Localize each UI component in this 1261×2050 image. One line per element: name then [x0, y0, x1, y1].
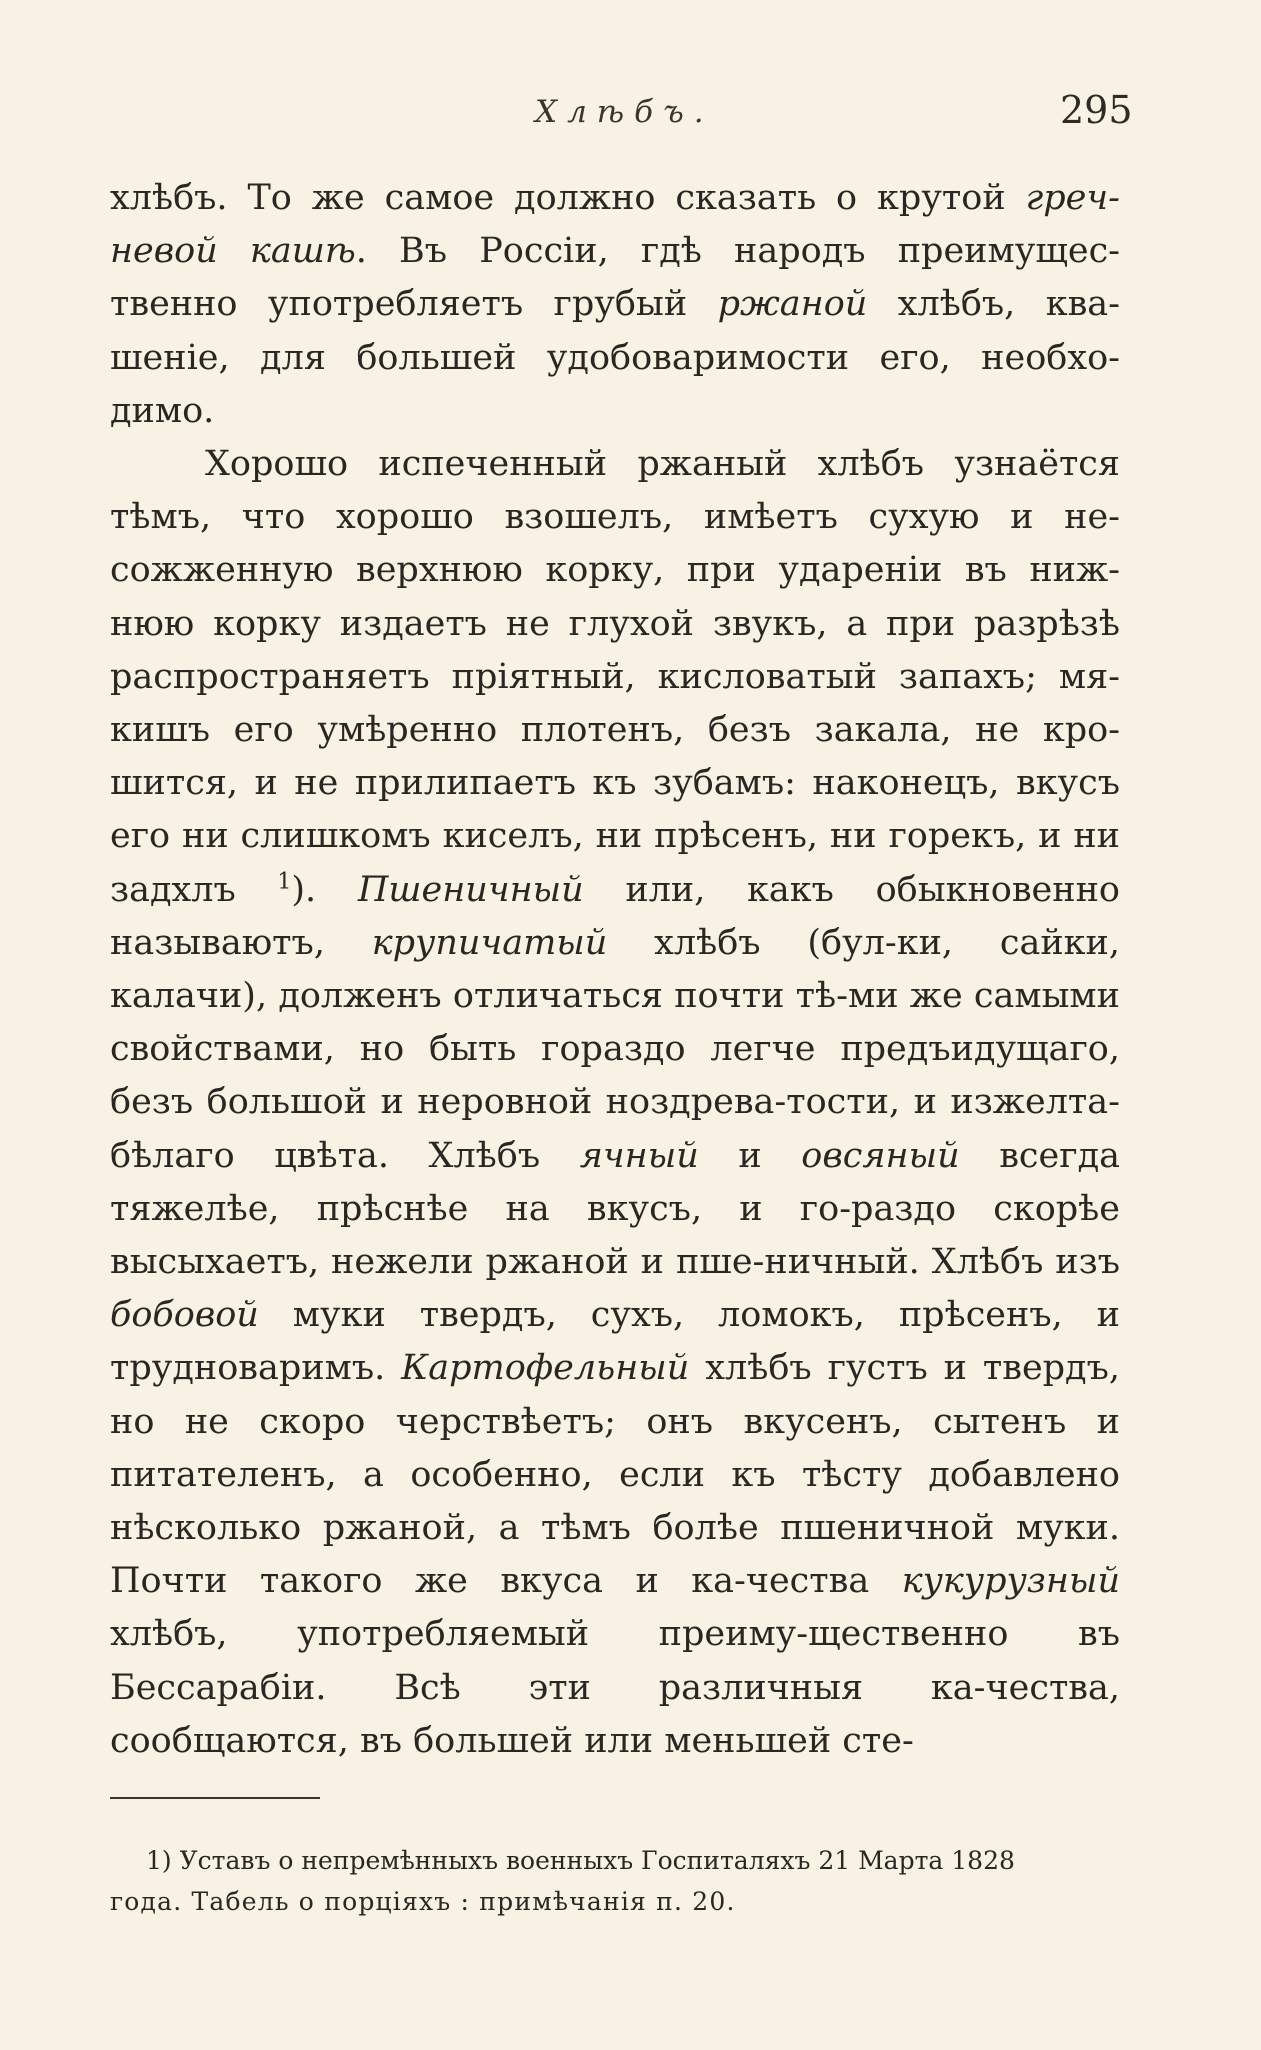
- footnote-line-2: года. Табель о порціяхъ : примѣчанія п. 20.: [110, 1887, 736, 1916]
- italic-term: овсяный: [801, 1135, 960, 1176]
- italic-term: греч-невой кашѣ: [110, 178, 1120, 272]
- italic-term: ячный: [579, 1135, 699, 1176]
- running-head: [0, 88, 1261, 148]
- italic-term: Картофельный: [401, 1348, 690, 1389]
- italic-term: крупичатый: [371, 922, 608, 963]
- italic-term: бобовой: [110, 1295, 259, 1336]
- paragraph-1: хлѣбъ. То же самое должно сказать о крутой греч-невой кашѣ. Въ Россіи, гдѣ народъ преимущес-твенно употребляетъ грубый ржаной хлѣбъ, ква-шеніе, для большей удобоваримости его, необхо-димо.: [110, 178, 1121, 431]
- body-text: [110, 172, 1120, 1768]
- italic-term: Пшеничный: [357, 869, 584, 910]
- running-title: Хлѣбъ.: [535, 94, 714, 130]
- footnote: [110, 1840, 1120, 1922]
- footnote-divider: [110, 1797, 320, 1799]
- footnote-line-1: 1) Уставъ о непремѣнныхъ военныхъ Госпиталяхъ 21 Марта 1828: [146, 1846, 1015, 1875]
- footnote-reference[interactable]: 1: [277, 868, 292, 894]
- italic-term: ржаной: [717, 284, 868, 325]
- italic-term: кукурузный: [901, 1561, 1120, 1602]
- paragraph-2: Хорошо испеченный ржаный хлѣбъ узнаётся тѣмъ, что хорошо взошелъ, имѣетъ сухую и не-сожженную верхнюю корку, при удареніи въ ниж-нюю корку издаетъ не глухой звукъ, а при разрѣзѣ распространяетъ пріятный, кисловатый запахъ; мя-кишъ его умѣренно плотенъ, безъ закала, не кро-шится, и не прилипаетъ къ зубамъ: наконецъ, вкусъ его ни слишкомъ киселъ, ни прѣсенъ, ни горекъ, и ни задхлъ $^1$). Пшеничный или, какъ обыкновенно называютъ, крупичатый хлѣбъ (бул-ки, сайки, калачи), долженъ отличаться почти тѣ-ми же самыми свойствами, но быть гораздо легче предъидущаго, безъ большой и неровной ноздрева-тости, и изжелта-бѣлаго цвѣта. Хлѣбъ ячный и овсяный всегда тяжелѣе, прѣснѣе на вкусъ, и го-раздо скорѣе высыхаетъ, нежели ржаной и пше-ничный. Хлѣбъ изъ бобовой муки твердъ, сухъ, ломокъ, прѣсенъ, и трудноваримъ. Картофельный хлѣбъ густъ и твердъ, но не скоро черствѣетъ; онъ вкусенъ, сытенъ и питателенъ, а особенно, если къ тѣсту добавлено нѣсколько ржаной, а тѣмъ болѣе пшеничной муки. Почти такого же вкуса и ка-чества кукурузный хлѣбъ, употребляемый преиму-щественно въ Бессарабіи. Всѣ эти различныя ка-чества, сообщаются, въ большей или меньшей сте-: [110, 444, 1121, 1761]
- page-number: 295: [1060, 88, 1133, 132]
